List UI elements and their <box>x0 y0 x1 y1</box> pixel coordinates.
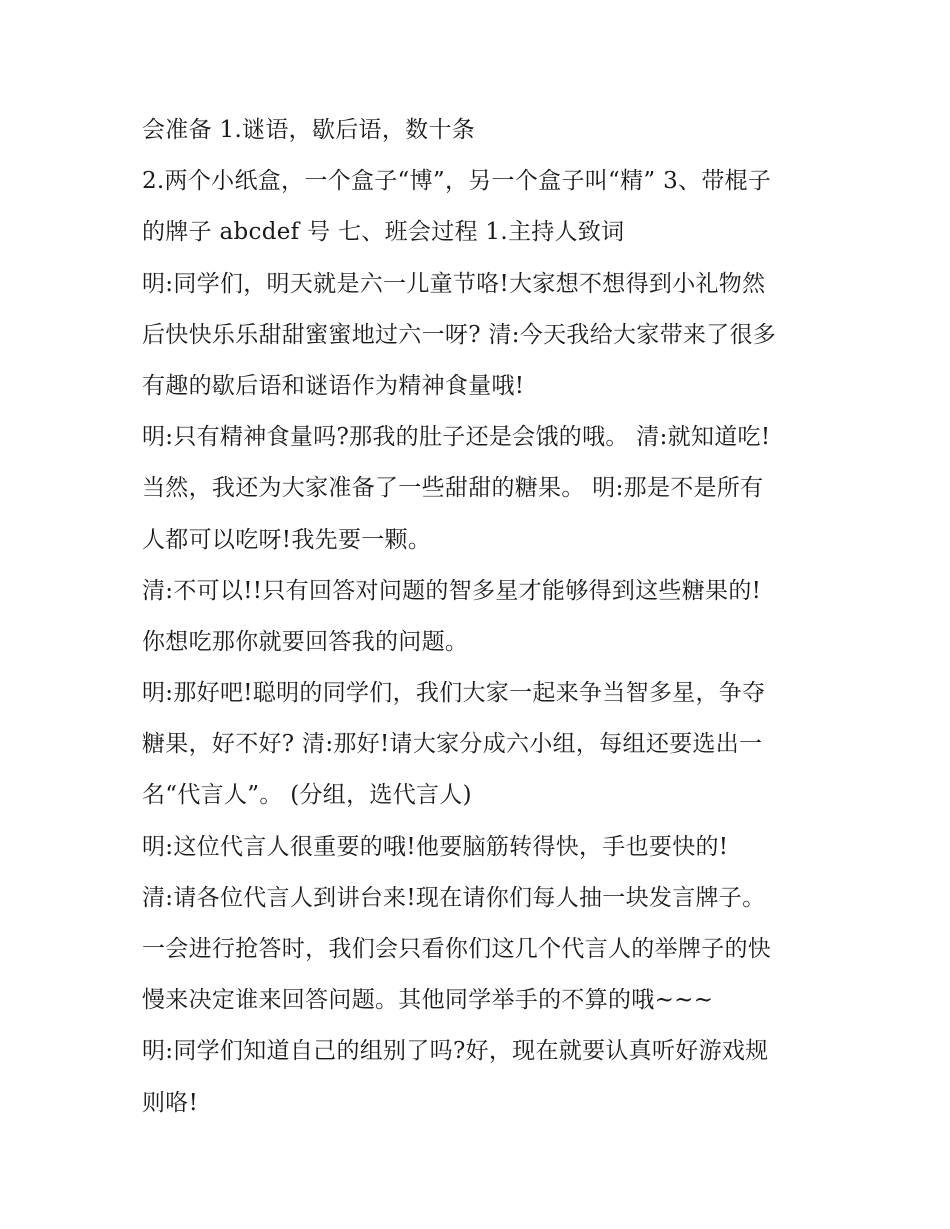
text-line: 有趣的歇后语和谜语作为精神食量哦! <box>142 372 525 399</box>
text-line: 明:同学们知道自己的组别了吗?好，现在就要认真听好游戏规 <box>142 1038 769 1065</box>
text-line: 2.两个小纸盒，一个盒子“博”，另一个盒子叫“精” 3、带棍子 <box>142 168 772 195</box>
text-line: 一会进行抢答时，我们会只看你们这几个代言人的举牌子的快 <box>142 936 772 962</box>
text-line: 明:那好吧!聪明的同学们，我们大家一起来争当智多星，争夺 <box>142 680 766 707</box>
text-line: 会准备 1.谜语，歇后语，数十条 <box>142 117 476 143</box>
text-line: 的牌子 abcdef 号 七、班会过程 1.主持人致词 <box>142 219 625 246</box>
text-line: 后快快乐乐甜甜蜜蜜地过六一呀? 清:今天我给大家带来了很多 <box>142 321 777 348</box>
document-body <box>142 112 822 1136</box>
text-line: 当然，我还为大家准备了一些甜甜的糖果。 明:那是不是所有 <box>142 475 764 502</box>
text-line: 你想吃那你就要回答我的问题。 <box>142 628 469 655</box>
text-line: 名“代言人”。 (分组，选代言人) <box>142 782 472 809</box>
text-line: 则咯! <box>142 1089 199 1116</box>
text-line: 慢来决定谁来回答问题。其他同学举手的不算的哦~~~ <box>142 987 714 1014</box>
text-line: 清:不可以!!只有回答对问题的智多星才能够得到这些糖果的! <box>142 577 762 604</box>
text-line: 明:同学们，明天就是六一儿童节咯!大家想不想得到小礼物然 <box>142 270 766 297</box>
text-line: 清:请各位代言人到讲台来!现在请你们每人抽一块发言牌子。 <box>142 884 766 911</box>
text-line: 人都可以吃呀!我先要一颗。 <box>142 526 432 553</box>
text-line: 明:这位代言人很重要的哦!他要脑筋转得快，手也要快的! <box>142 833 729 860</box>
text-line: 明:只有精神食量吗?那我的肚子还是会饿的哦。 清:就知道吃! <box>142 424 771 451</box>
text-line: 糖果，好不好? 清:那好!请大家分成六小组，每组还要选出一 <box>142 731 763 758</box>
